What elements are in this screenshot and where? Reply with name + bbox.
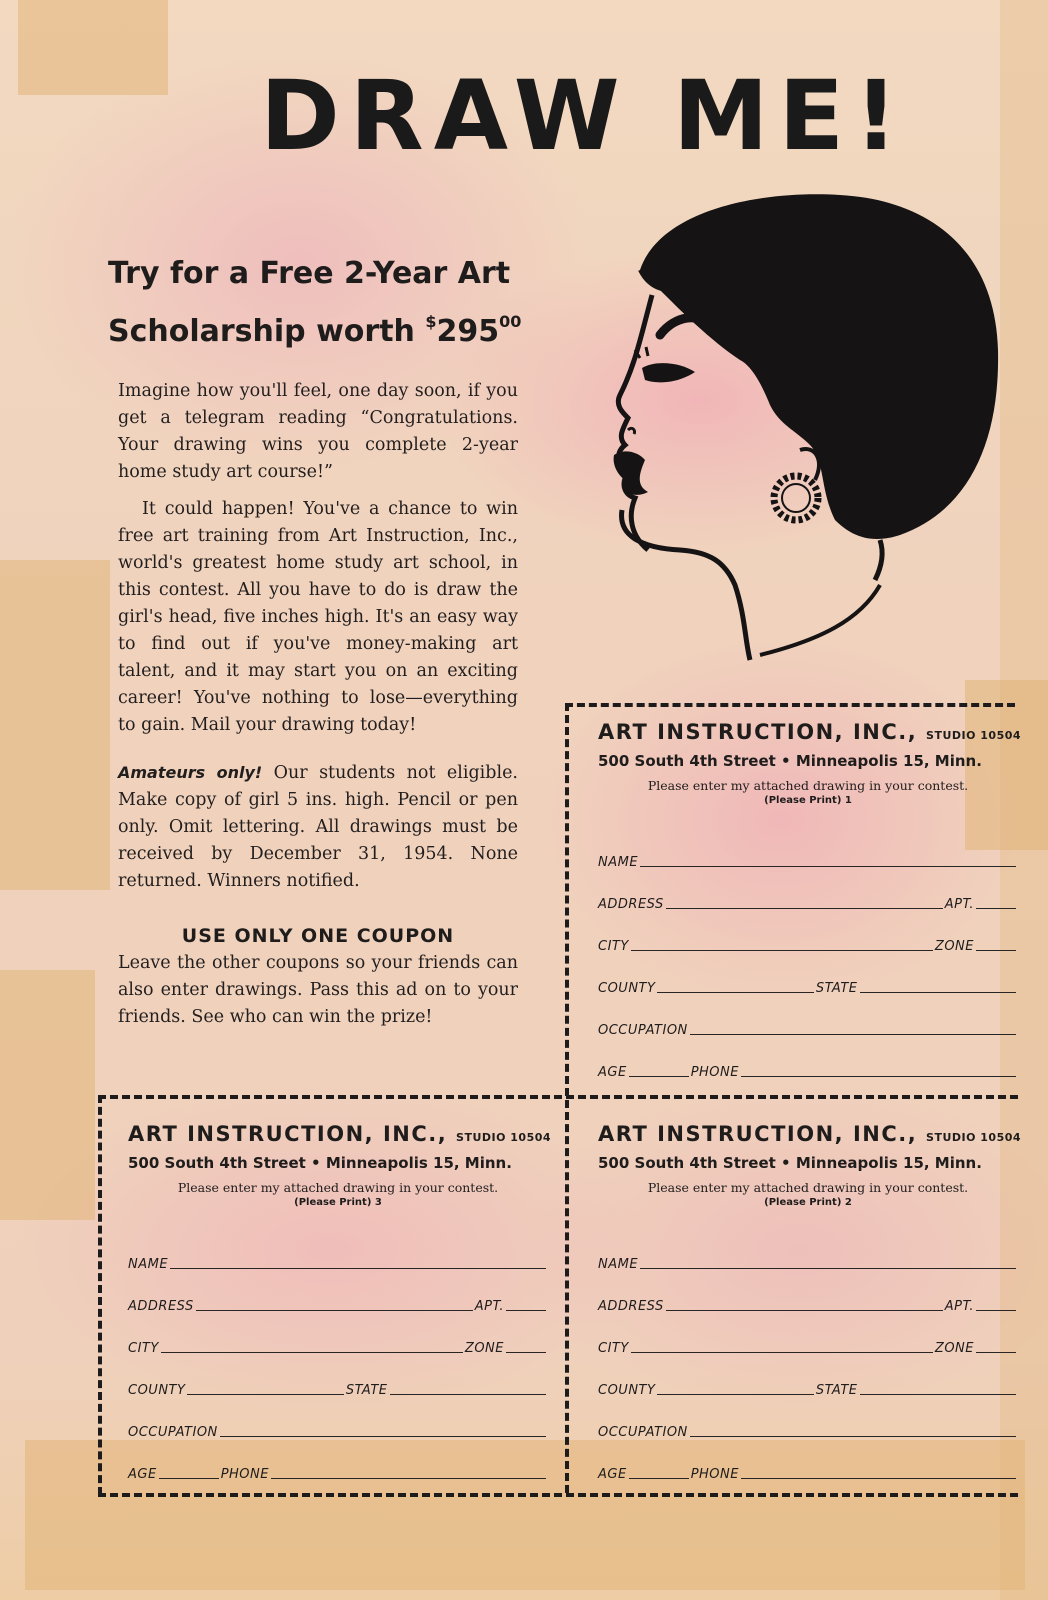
subheadline-prefix: Scholarship worth	[108, 314, 426, 349]
address-line[interactable]	[196, 1310, 473, 1311]
tape-left-lower	[0, 970, 95, 1220]
coupon-fields	[598, 828, 1018, 1080]
address-label: ADDRESS	[598, 897, 664, 912]
coupon-note: Please enter my attached drawing in your contest.	[647, 1180, 969, 1195]
coupon-print-label: (Please Print) 2	[764, 1197, 852, 1208]
coupon-company	[598, 1122, 1022, 1146]
occupation-label: OCCUPATION	[598, 1023, 688, 1038]
name-line[interactable]	[640, 1268, 1016, 1269]
coupon-bottom-border	[98, 1493, 1018, 1497]
coupon-company	[128, 1122, 552, 1146]
name-label: NAME	[598, 1257, 639, 1272]
age-label: AGE	[128, 1467, 157, 1482]
phone-label: PHONE	[220, 1467, 269, 1482]
city-field[interactable]	[598, 1314, 1018, 1356]
city-label: CITY	[598, 939, 629, 954]
address-label: ADDRESS	[598, 1299, 664, 1314]
coupon-2	[598, 1122, 1022, 1482]
occupation-field[interactable]	[128, 1398, 548, 1440]
zone-label: ZONE	[934, 1341, 974, 1356]
county-line[interactable]	[657, 992, 813, 993]
county-label: COUNTY	[598, 1383, 656, 1398]
state-line[interactable]	[860, 992, 1016, 993]
coupon-fields	[128, 1230, 548, 1482]
apt-label: APT.	[944, 1299, 974, 1314]
studio-number: STUDIO 10504	[926, 1131, 1022, 1144]
county-label: COUNTY	[128, 1383, 186, 1398]
name-field[interactable]	[128, 1230, 548, 1272]
company-name: ART INSTRUCTION, INC.,	[598, 1122, 918, 1146]
zone-line[interactable]	[976, 1352, 1016, 1353]
phone-label: PHONE	[690, 1065, 739, 1080]
name-label: NAME	[128, 1257, 169, 1272]
age-line[interactable]	[629, 1478, 689, 1479]
coupon-divider-horizontal	[98, 1095, 1018, 1099]
apt-line[interactable]	[506, 1310, 546, 1311]
coupon3-left-border	[98, 1095, 102, 1495]
paragraph-share: Leave the other coupons so your friends can also enter drawings. Pass this ad on to your friends. See who can win the prize!	[118, 953, 518, 1027]
county-line[interactable]	[657, 1394, 813, 1395]
apt-label: APT.	[944, 897, 974, 912]
paragraph-intro: Imagine how you'll feel, one day soon, if you get a telegram reading “Congratulations. Your drawing wins you complete 2-year home study art course!”	[118, 381, 518, 482]
name-line[interactable]	[170, 1268, 546, 1269]
city-field[interactable]	[598, 912, 1018, 954]
tape-left-middle	[0, 560, 110, 890]
county-line[interactable]	[187, 1394, 343, 1395]
age-phone-field[interactable]	[598, 1038, 1018, 1080]
state-label: STATE	[815, 1383, 858, 1398]
paragraph-rules	[118, 759, 518, 895]
phone-label: PHONE	[690, 1467, 739, 1482]
phone-line[interactable]	[741, 1478, 1016, 1479]
coupon-company	[598, 720, 1022, 744]
county-field[interactable]	[128, 1356, 548, 1398]
city-label: CITY	[598, 1341, 629, 1356]
scholarship-cents: 00	[499, 312, 522, 331]
phone-line[interactable]	[271, 1478, 546, 1479]
apt-line[interactable]	[976, 1310, 1016, 1311]
apt-label: APT.	[474, 1299, 504, 1314]
occupation-line[interactable]	[690, 1034, 1016, 1035]
subheadline	[108, 250, 588, 356]
body-copy	[118, 378, 518, 895]
name-field[interactable]	[598, 828, 1018, 870]
coupon-heading: USE ONLY ONE COUPON	[181, 925, 455, 947]
coupon-address: 500 South 4th Street • Minneapolis 15, Minn.	[598, 752, 982, 770]
coupon-note: Please enter my attached drawing in your contest.	[177, 1180, 499, 1195]
state-label: STATE	[815, 981, 858, 996]
address-field[interactable]	[128, 1272, 548, 1314]
county-field[interactable]	[598, 954, 1018, 996]
coupon-print-label: (Please Print) 3	[294, 1197, 382, 1208]
city-line[interactable]	[161, 1352, 463, 1353]
occupation-label: OCCUPATION	[598, 1425, 688, 1440]
city-field[interactable]	[128, 1314, 548, 1356]
age-line[interactable]	[629, 1076, 689, 1077]
age-label: AGE	[598, 1065, 627, 1080]
currency-sign: $	[425, 312, 437, 331]
phone-line[interactable]	[741, 1076, 1016, 1077]
coupon-note: Please enter my attached drawing in your contest.	[647, 778, 969, 793]
age-phone-field[interactable]	[128, 1440, 548, 1482]
coupon-address: 500 South 4th Street • Minneapolis 15, Minn.	[598, 1154, 982, 1172]
studio-number: STUDIO 10504	[926, 729, 1022, 742]
rules-text: Our students not eligible. Make copy of girl 5 ins. high. Pencil or pen only. Omit lettering. All drawings must be received by December 31, 1954. None returned. Winners notified.	[118, 763, 518, 891]
age-label: AGE	[598, 1467, 627, 1482]
address-label: ADDRESS	[128, 1299, 194, 1314]
subheadline-line1: Try for a Free 2-Year Art	[108, 256, 511, 291]
company-name: ART INSTRUCTION, INC.,	[598, 720, 918, 744]
name-line[interactable]	[640, 866, 1016, 867]
occupation-field[interactable]	[598, 996, 1018, 1038]
address-field[interactable]	[598, 870, 1018, 912]
coupon-address: 500 South 4th Street • Minneapolis 15, Minn.	[128, 1154, 512, 1172]
subheadline-line2	[108, 298, 588, 356]
zone-line[interactable]	[976, 950, 1016, 951]
headline: DRAW ME!	[260, 60, 908, 172]
share-copy	[118, 950, 518, 1031]
age-line[interactable]	[159, 1478, 219, 1479]
apt-line[interactable]	[976, 908, 1016, 909]
state-line[interactable]	[390, 1394, 546, 1395]
coupon-fields	[598, 1230, 1018, 1482]
scholarship-amount: 295	[436, 314, 500, 349]
county-field[interactable]	[598, 1356, 1018, 1398]
state-label: STATE	[345, 1383, 388, 1398]
occupation-field[interactable]	[598, 1398, 1018, 1440]
zone-label: ZONE	[934, 939, 974, 954]
rules-lead: Amateurs only!	[118, 763, 263, 782]
county-label: COUNTY	[598, 981, 656, 996]
city-line[interactable]	[631, 1352, 933, 1353]
occupation-label: OCCUPATION	[128, 1425, 218, 1440]
coupon-1	[598, 720, 1022, 1080]
occupation-line[interactable]	[220, 1436, 546, 1437]
state-line[interactable]	[860, 1394, 1016, 1395]
name-label: NAME	[598, 855, 639, 870]
coupon-3	[128, 1122, 552, 1482]
girl-head-illustration	[600, 190, 1020, 690]
address-line[interactable]	[666, 908, 943, 909]
zone-line[interactable]	[506, 1352, 546, 1353]
address-line[interactable]	[666, 1310, 943, 1311]
address-field[interactable]	[598, 1272, 1018, 1314]
paragraph-contest: It could happen! You've a chance to win free art training from Art Instruction, Inc., world's greatest home study art school, in this contest. All you have to do is draw the girl's head, five inches high. It's an easy way to find out if you've money-making art talent, and it may start you on an exciting career! You've nothing to lose—everything to gain. Mail your drawing today!	[118, 499, 518, 735]
occupation-line[interactable]	[690, 1436, 1016, 1437]
city-label: CITY	[128, 1341, 159, 1356]
age-phone-field[interactable]	[598, 1440, 1018, 1482]
coupon1-top-border	[565, 703, 1015, 707]
zone-label: ZONE	[464, 1341, 504, 1356]
company-name: ART INSTRUCTION, INC.,	[128, 1122, 448, 1146]
studio-number: STUDIO 10504	[456, 1131, 552, 1144]
name-field[interactable]	[598, 1230, 1018, 1272]
city-line[interactable]	[631, 950, 933, 951]
coupon-print-label: (Please Print) 1	[764, 795, 852, 806]
